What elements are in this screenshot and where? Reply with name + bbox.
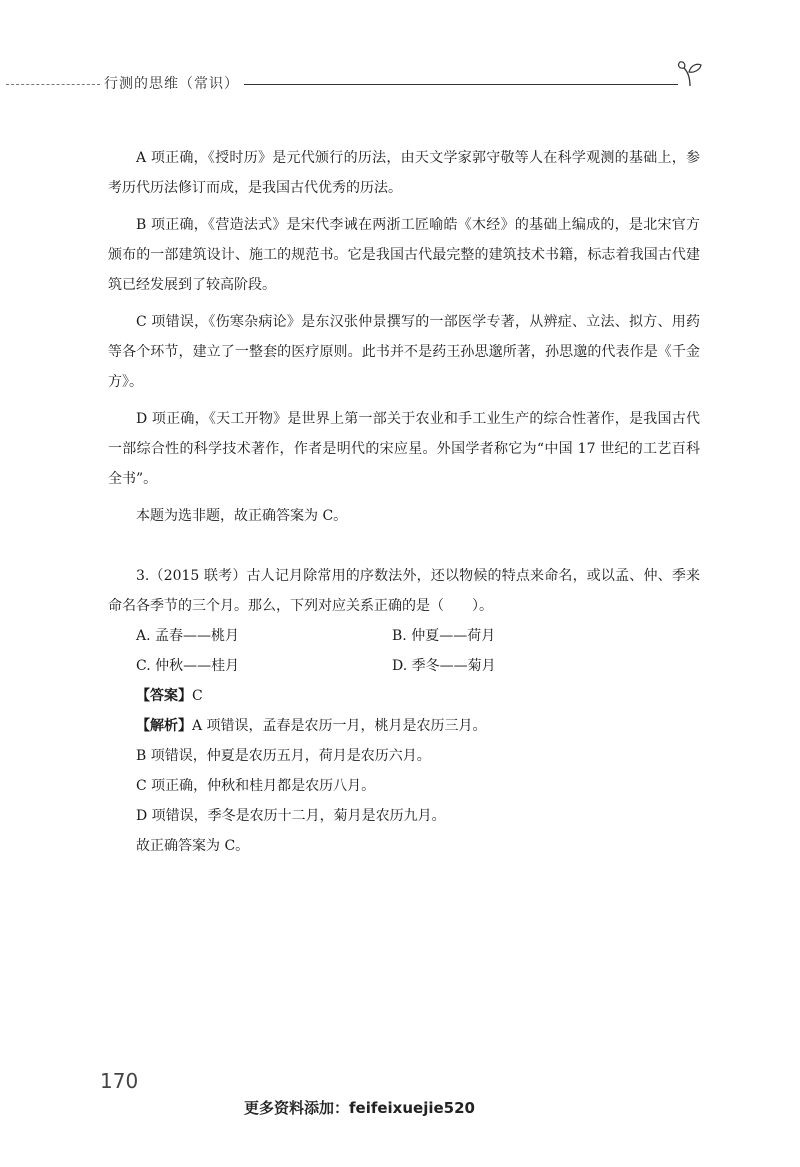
option-c: C. 仲秋——桂月 [136,658,240,674]
analysis-tag: 【解析】 [136,718,192,734]
option-d: D. 季冬——菊月 [392,658,496,674]
footer-note: 更多资料添加：feifeixuejie520 [244,1099,475,1117]
sprout-icon [676,58,706,88]
paragraph-a: A 项正确，《授时历》是元代颁行的历法，由天文学家郭守敬等人在科学观测的基础上，参考历代历法修订而成，是我国古代优秀的历法。 [108,150,700,196]
question-options [108,621,700,681]
analysis-c: C 项正确，仲秋和桂月都是农历八月。 [136,778,376,794]
analysis-d: D 项错误，季冬是农历十二月，菊月是农历九月。 [136,808,446,824]
header-rule [244,84,678,85]
answer-line [108,681,700,711]
paragraph-c: C 项错误，《伤寒杂病论》是东汉张仲景撰写的一部医学专著，从辨症、立法、拟方、用药等各个环节，建立了一整套的医疗原则。此书并不是药王孙思邈所著，孙思邈的代表作是《千金方》。 [108,314,700,390]
page-number: 170 [100,1069,139,1093]
option-a: A. 孟春——桃月 [136,628,240,644]
answer-value: C [192,688,203,704]
paragraph-conclusion: 本题为选非题，故正确答案为 C。 [136,508,348,524]
header-dashed-rule [6,84,100,85]
analysis-line [108,711,700,741]
analysis-b: B 项错误，仲夏是农历五月，荷月是农历六月。 [136,748,431,764]
page-body [108,143,700,861]
question-stem: 3.（2015 联考）古人记月除常用的序数法外，还以物候的特点来命名，或以孟、仲、季来命名各季节的三个月。那么，下列对应关系正确的是（ ）。 [108,568,700,614]
option-b: B. 仲夏——荷月 [392,628,496,644]
paragraph-d: D 项正确，《天工开物》是世界上第一部关于农业和手工业生产的综合性著作，是我国古代一部综合性的科学技术著作，作者是明代的宋应星。外国学者称它为“中国 17 世纪的工艺百科全书”。 [108,411,700,487]
answer-tag: 【答案】 [136,688,192,704]
analysis-conclusion: 故正确答案为 C。 [136,838,250,854]
page-header [0,70,800,100]
header-title: 行测的思维（常识） [104,76,239,92]
analysis-first: A 项错误，孟春是农历一月，桃月是农历三月。 [192,718,487,734]
paragraph-b: B 项正确，《营造法式》是宋代李诫在两浙工匠喻皓《木经》的基础上编成的，是北宋官方颁布的一部建筑设计、施工的规范书。它是我国古代最完整的建筑技术书籍，标志着我国古代建筑已经发展到了较高阶段。 [108,217,700,293]
